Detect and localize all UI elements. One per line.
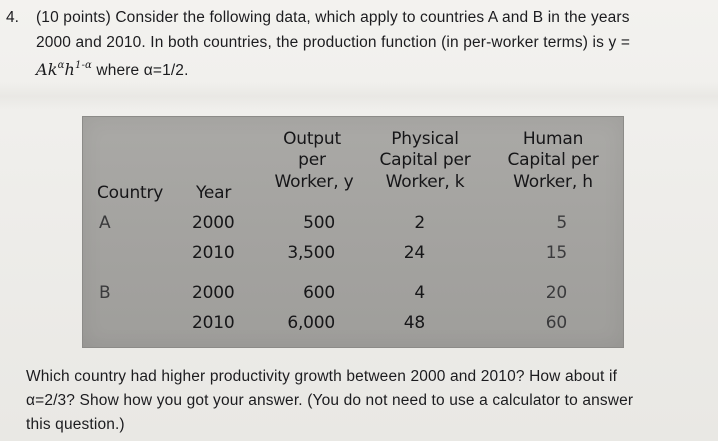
header-human-line1: Human bbox=[522, 129, 584, 149]
row2-output: 3,500 bbox=[287, 243, 335, 263]
row3-physical-capital: 4 bbox=[414, 283, 425, 303]
row1-human-capital: 5 bbox=[556, 213, 567, 233]
header-physical-line3: Worker, k bbox=[385, 172, 465, 192]
bleed-through-band bbox=[0, 82, 718, 110]
followup-question-line3: this question.) bbox=[26, 416, 125, 433]
row1-physical-capital: 2 bbox=[414, 213, 425, 233]
row1-country: A bbox=[99, 213, 111, 233]
formula-one-minus-alpha-exponent: 1-α bbox=[74, 60, 92, 71]
production-function-line bbox=[36, 60, 189, 80]
header-year: Year bbox=[196, 183, 232, 203]
question-text-line1: (10 points) Consider the following data, which apply to countries A and B in the years bbox=[36, 9, 630, 26]
header-country: Country bbox=[97, 183, 164, 203]
question-text-line2: 2000 and 2010. In both countries, the production function (in per-worker terms) is y = bbox=[36, 34, 631, 51]
header-physical-line2: Capital per bbox=[379, 150, 471, 170]
row3-output: 600 bbox=[303, 283, 335, 303]
row2-year: 2010 bbox=[192, 243, 235, 263]
followup-question-line1: Which country had higher productivity growth between 2000 and 2010? How about if bbox=[26, 368, 618, 385]
data-table bbox=[82, 116, 624, 348]
header-output-line2: per bbox=[298, 150, 326, 170]
row3-human-capital: 20 bbox=[545, 283, 567, 303]
question-number: 4. bbox=[6, 9, 19, 26]
header-human-line2: Capital per bbox=[507, 150, 599, 170]
header-human-line3: Worker, h bbox=[513, 172, 593, 192]
row4-output: 6,000 bbox=[287, 313, 335, 333]
formula-alpha-exponent: α bbox=[57, 60, 65, 71]
row2-human-capital: 15 bbox=[545, 243, 567, 263]
row1-year: 2000 bbox=[192, 213, 235, 233]
followup-question-line2: α=2/3? Show how you got your answer. (You do not need to use a calculator to answer bbox=[26, 392, 634, 409]
row4-year: 2010 bbox=[192, 313, 235, 333]
formula-ak: Ak bbox=[36, 60, 58, 79]
row2-physical-capital: 24 bbox=[403, 243, 425, 263]
formula-h: h bbox=[64, 60, 75, 79]
row4-physical-capital: 48 bbox=[403, 313, 425, 333]
row3-year: 2000 bbox=[192, 283, 235, 303]
alpha-value-text: where α=1/2. bbox=[91, 62, 189, 79]
header-output-line1: Output bbox=[283, 129, 341, 149]
row4-human-capital: 60 bbox=[545, 313, 567, 333]
row3-country: B bbox=[99, 283, 111, 303]
row1-output: 500 bbox=[303, 213, 335, 233]
header-physical-line1: Physical bbox=[391, 129, 459, 149]
header-output-line3: Worker, y bbox=[274, 172, 354, 192]
